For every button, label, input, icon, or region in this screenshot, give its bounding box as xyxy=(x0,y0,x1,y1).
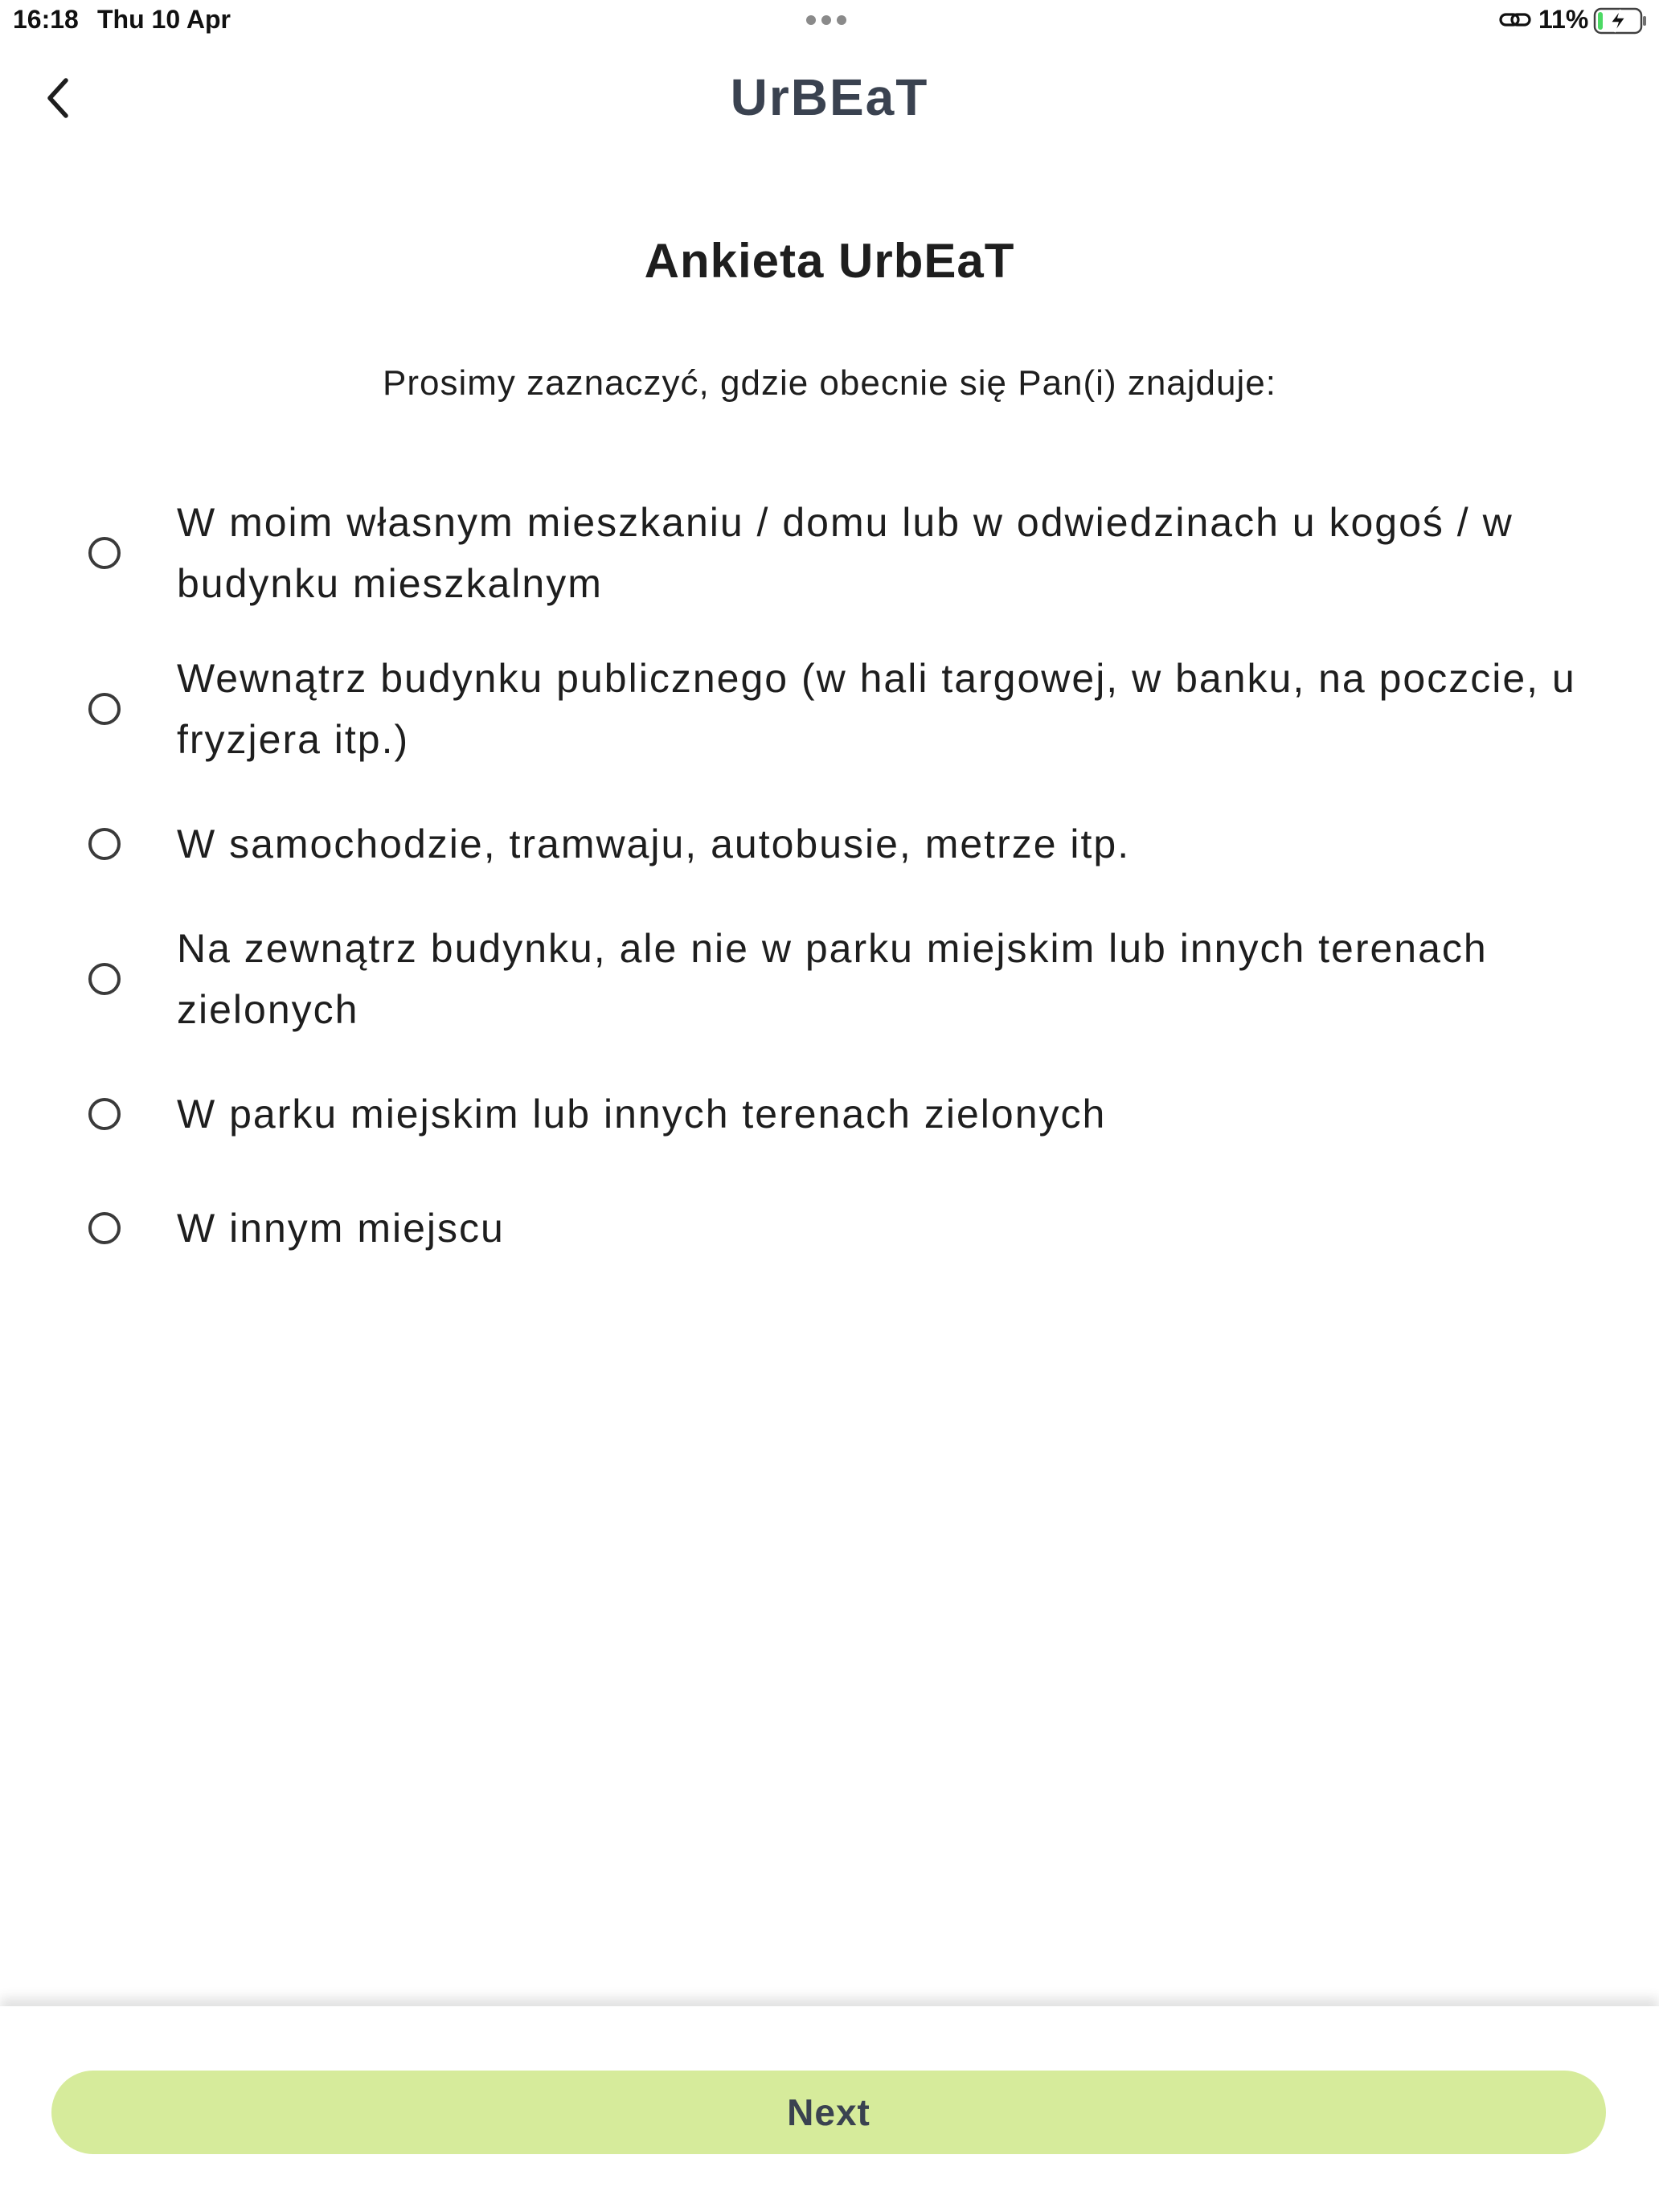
battery-charging-icon xyxy=(1593,6,1648,35)
footer-bar xyxy=(0,2006,1659,2212)
radio-button[interactable] xyxy=(88,963,121,995)
radio-button[interactable] xyxy=(88,828,121,860)
app-title: UrBEaT xyxy=(730,68,929,126)
next-button[interactable]: Next xyxy=(51,2071,1606,2154)
multitask-dots-icon[interactable] xyxy=(806,14,853,26)
radio-button[interactable] xyxy=(88,1212,121,1244)
option-outside-building[interactable] xyxy=(84,918,1611,1040)
status-time: 16:18 xyxy=(13,5,79,34)
battery-percent: 11% xyxy=(1538,5,1589,34)
option-city-park[interactable] xyxy=(84,1083,1611,1145)
option-label: Na zewnątrz budynku, ale nie w parku miejskim lub innych terenach zielonych xyxy=(177,926,1488,1032)
radio-button[interactable] xyxy=(88,693,121,725)
option-label: W moim własnym mieszkaniu / domu lub w odwiedzinach u kogoś / w budynku mieszkalnym xyxy=(177,500,1514,606)
option-label: W samochodzie, tramwaju, autobusie, metrze itp. xyxy=(177,821,1131,866)
app-header xyxy=(0,42,1659,154)
survey-title: Ankieta UrbEaT xyxy=(644,234,1015,288)
radio-button[interactable] xyxy=(88,537,121,569)
survey-question: Prosimy zaznaczyć, gdzie obecnie się Pan(i) znajduje: xyxy=(383,363,1276,403)
option-label: Wewnątrz budynku publicznego (w hali targowej, w banku, na poczcie, u fryzjera itp.) xyxy=(177,656,1576,762)
link-icon xyxy=(1498,8,1532,32)
option-vehicle[interactable] xyxy=(84,813,1611,875)
option-own-home[interactable] xyxy=(84,492,1611,614)
radio-button[interactable] xyxy=(88,1098,121,1130)
option-public-building[interactable] xyxy=(84,648,1611,770)
status-date: Thu 10 Apr xyxy=(97,5,231,34)
status-bar xyxy=(0,0,1659,42)
option-label: W parku miejskim lub innych terenach zielonych xyxy=(177,1092,1107,1137)
option-other-place[interactable] xyxy=(84,1198,1611,1259)
option-label: W innym miejscu xyxy=(177,1206,505,1251)
